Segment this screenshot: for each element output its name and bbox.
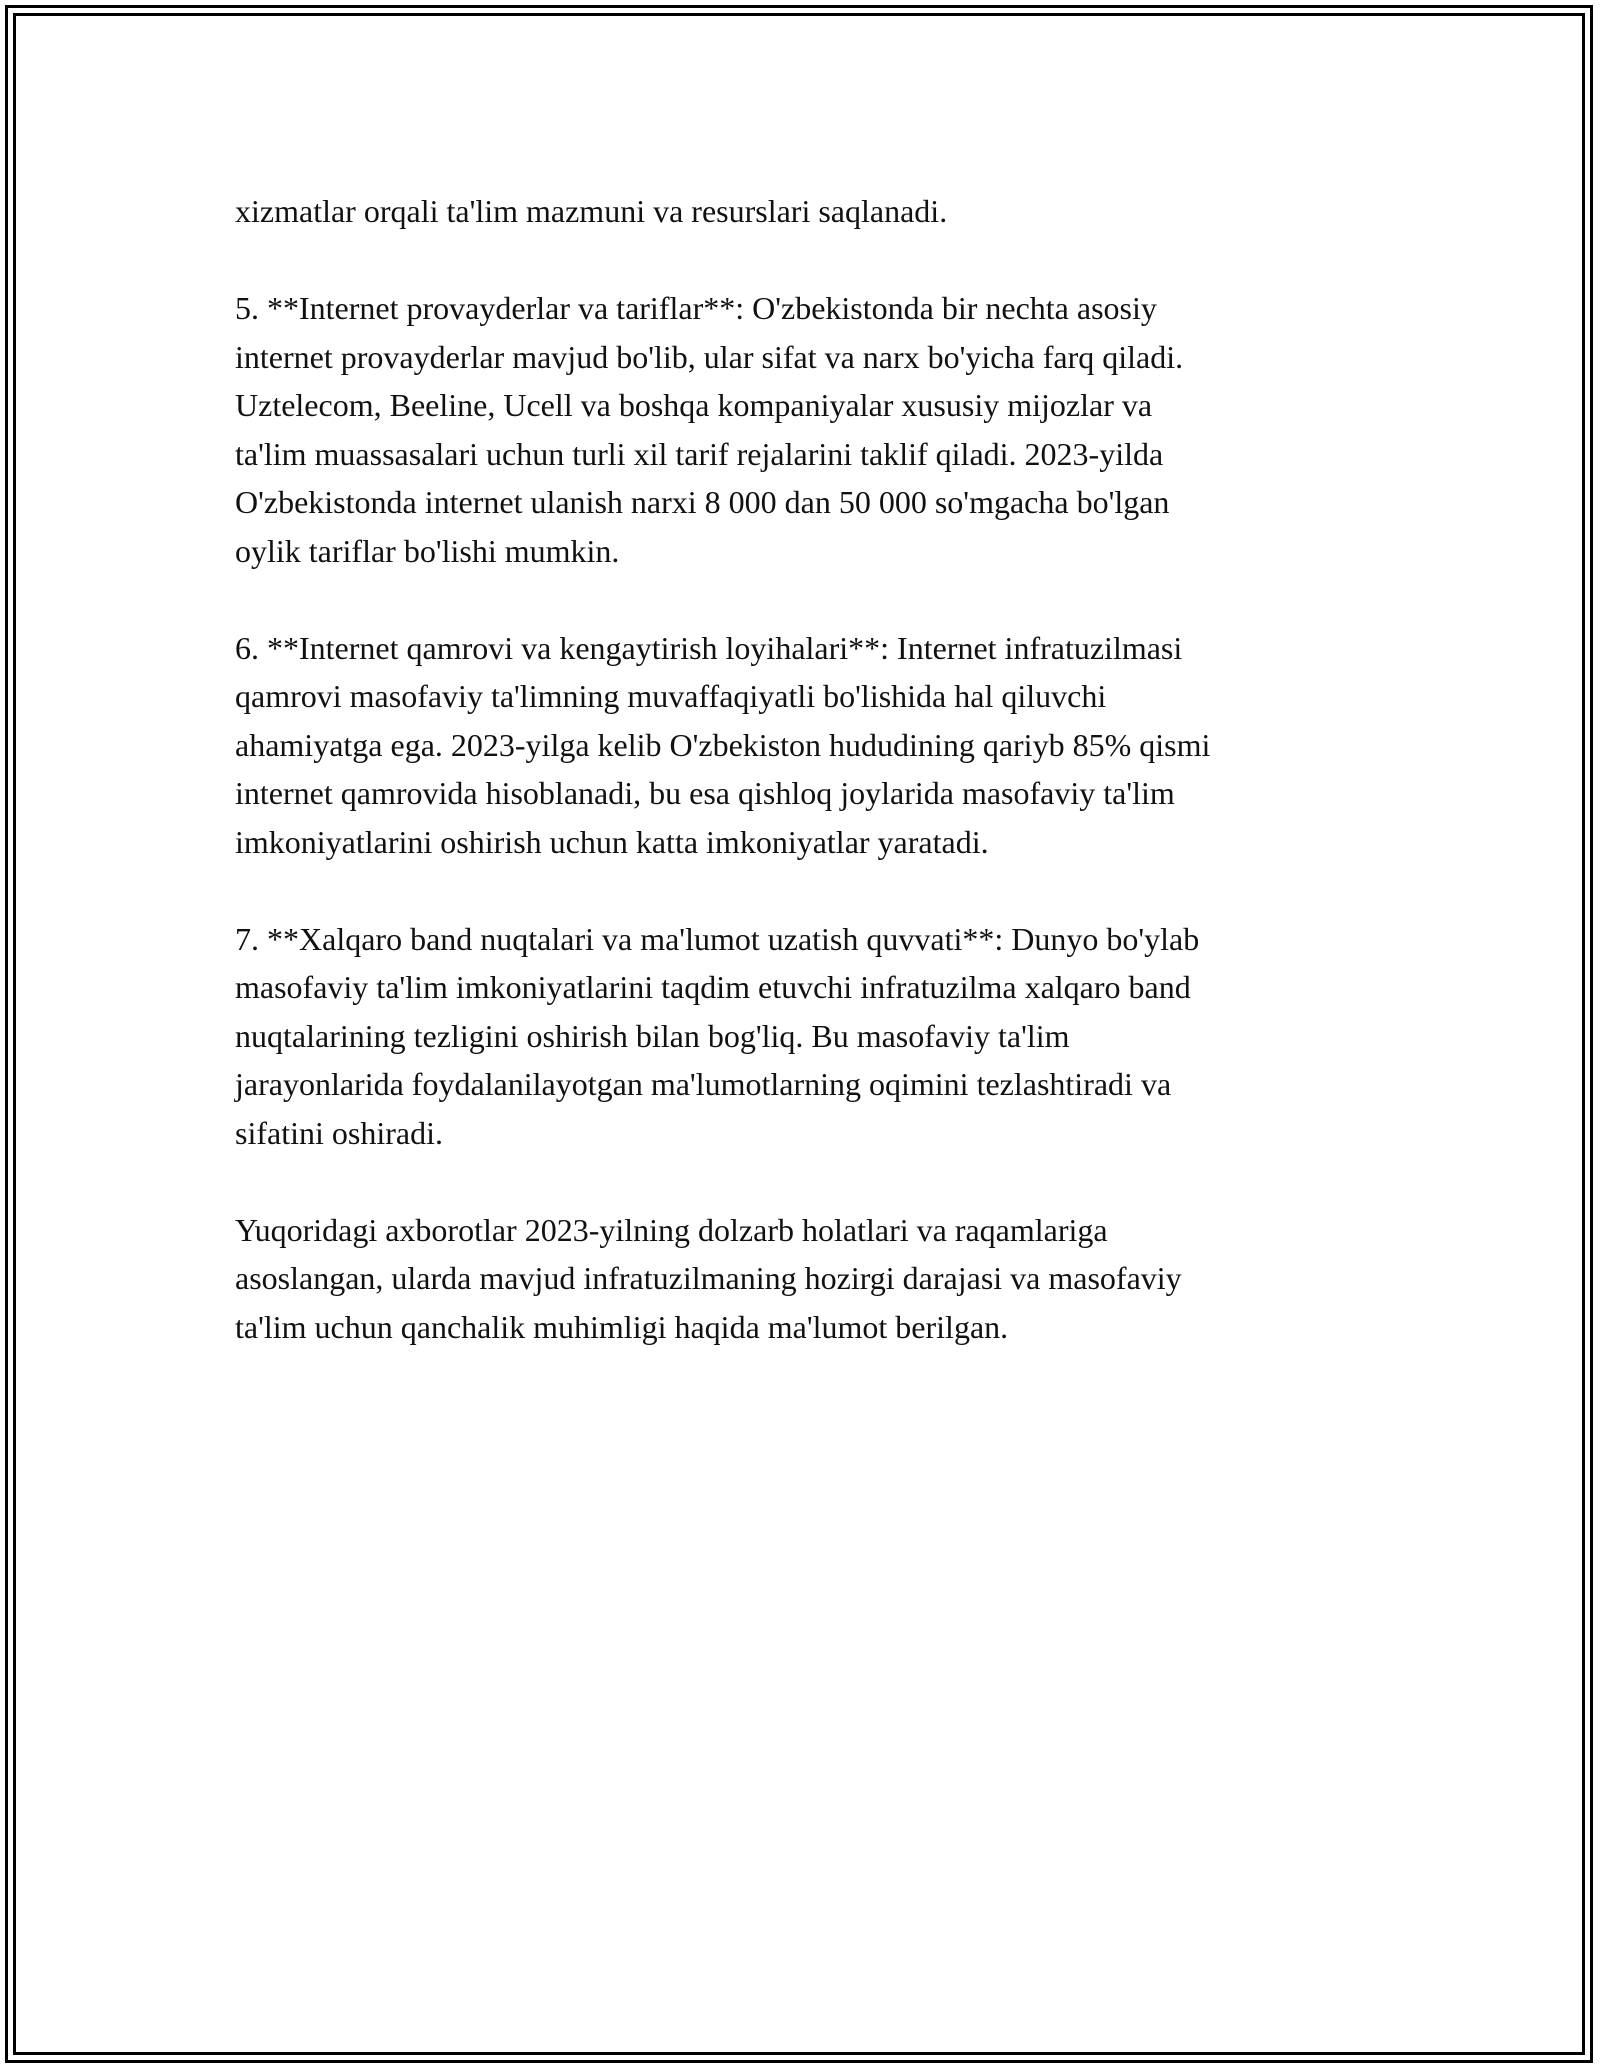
- paragraph-item-6: 6. **Internet qamrovi va kengaytirish loyihalari**: Internet infratuzilmasi qamrovi masofaviy ta'limning muvaffaqiyatli bo'lishida hal qiluvchi ahamiyatga ega. 2023-yilga kelib O'zbekiston hududining qariyb 85% qismi internet qamrovida hisoblanadi, bu esa qishloq joylarida masofaviy ta'lim imkoniyatlarini oshirish uchun katta imkoniyatlar yaratadi.: [235, 629, 1211, 860]
- paragraph-item-7: 7. **Xalqaro band nuqtalari va ma'lumot uzatish quvvati**: Dunyo bo'ylab masofaviy ta'lim imkoniyatlarini taqdim etuvchi infratuzilma xalqaro band nuqtalarining tezligini oshirish bilan bog'liq. Bu masofaviy ta'lim jarayonlarida foydalanilayotgan ma'lumotlarning oqimini tezlashtiradi va sifatini oshiradi.: [235, 920, 1200, 1151]
- paragraph-item-5: 5. **Internet provayderlar va tariflar**: O'zbekistonda bir nechta asosiy internet provayderlar mavjud bo'lib, ular sifat va narx bo'yicha farq qiladi. Uztelecom, Beeline, Ucell va boshqa kompaniyalar xususiy mijozlar va ta'lim muassasalari uchun turli xil tarif rejalarini taklif qiladi. 2023-yilda O'zbekistonda internet ulanish narxi 8 000 dan 50 000 so'mgacha bo'lgan oylik tariflar bo'lishi mumkin.: [235, 290, 1184, 569]
- document-body: [235, 187, 1385, 1400]
- paragraph-continuation: xizmatlar orqali ta'lim mazmuni va resurslari saqlanadi.: [235, 193, 948, 229]
- paragraph-conclusion: Yuqoridagi axborotlar 2023-yilning dolzarb holatlari va raqamlariga asoslangan, ularda mavjud infratuzilmaning hozirgi darajasi va masofaviy ta'lim uchun qanchalik muhimligi haqida ma'lumot berilgan.: [235, 1211, 1182, 1345]
